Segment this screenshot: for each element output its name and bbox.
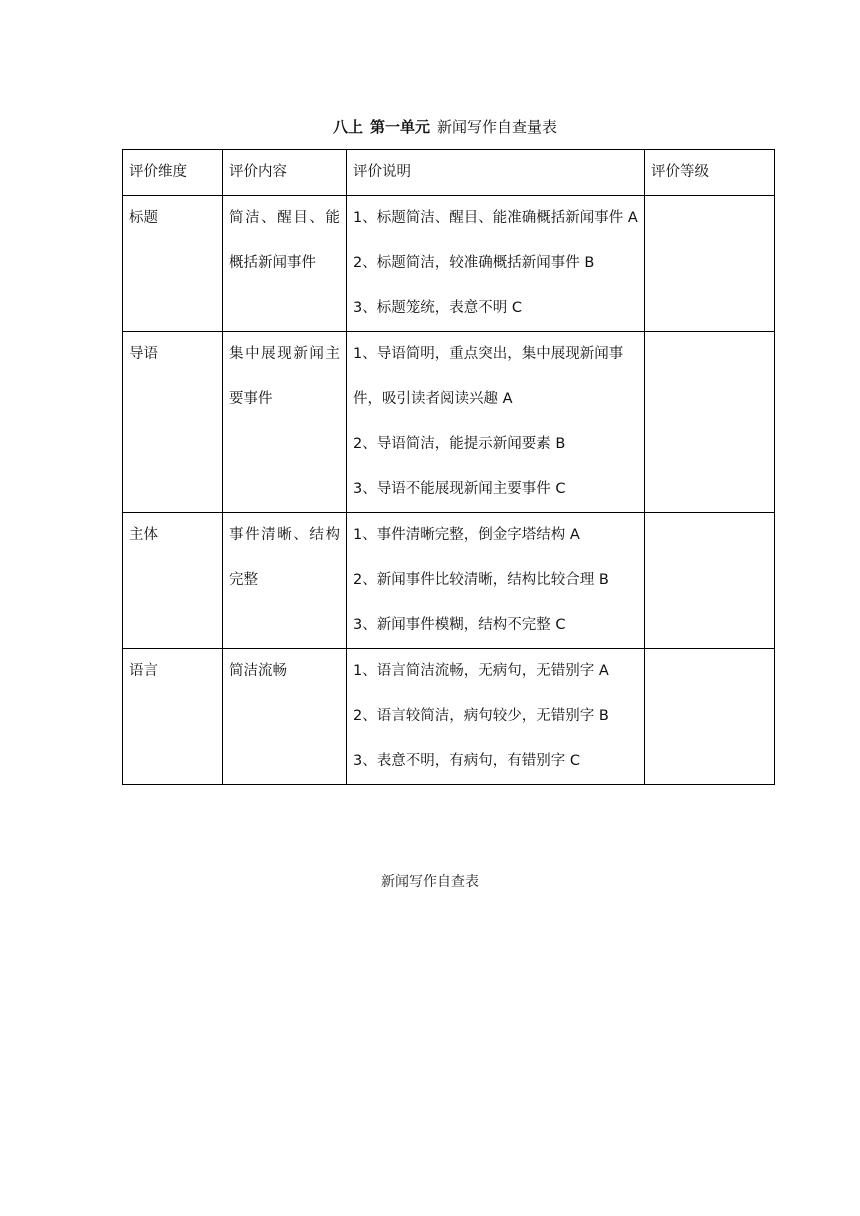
description-line: 3、新闻事件模糊，结构不完整 C bbox=[353, 617, 566, 633]
dimension-cell: 标题 bbox=[123, 196, 223, 332]
content-cell: 简洁、醒目、能概括新闻事件 bbox=[223, 196, 347, 332]
title-unit: 第一单元 bbox=[369, 118, 430, 136]
description-cell bbox=[347, 513, 645, 649]
grade-cell bbox=[645, 196, 775, 332]
header-description: 评价说明 bbox=[347, 150, 645, 196]
description-line: 2、语言较简洁，病句较少，无错别字 B bbox=[353, 708, 609, 724]
content-cell: 事件清晰、结构完整 bbox=[223, 513, 347, 649]
description-line: 1、标题简洁、醒目、能准确概括新闻事件 A bbox=[353, 210, 638, 226]
description-line: 2、导语简洁，能提示新闻要素 B bbox=[353, 436, 566, 452]
header-grade: 评价等级 bbox=[645, 150, 775, 196]
description-line: 2、标题简洁，较准确概括新闻事件 B bbox=[353, 255, 595, 271]
caption: 新闻写作自查表 bbox=[381, 874, 479, 890]
content-cell: 简洁流畅 bbox=[223, 649, 347, 785]
grade-cell bbox=[645, 513, 775, 649]
dimension-cell: 主体 bbox=[123, 513, 223, 649]
table-row bbox=[123, 332, 775, 513]
dimension-cell: 导语 bbox=[123, 332, 223, 513]
description-line: 3、表意不明，有病句，有错别字 C bbox=[353, 753, 580, 769]
dimension-cell: 语言 bbox=[123, 649, 223, 785]
title-grade: 八上 bbox=[332, 118, 363, 136]
description-cell bbox=[347, 332, 645, 513]
description-line: 1、事件清晰完整，倒金字塔结构 A bbox=[353, 527, 580, 543]
description-line: 3、导语不能展现新闻主要事件 C bbox=[353, 481, 566, 497]
description-line: 1、语言简洁流畅，无病句，无错别字 A bbox=[353, 663, 609, 679]
table-row bbox=[123, 513, 775, 649]
description-line: 3、标题笼统，表意不明 C bbox=[353, 300, 522, 316]
content-cell: 集中展现新闻主要事件 bbox=[223, 332, 347, 513]
description-line: 2、新闻事件比较清晰，结构比较合理 B bbox=[353, 572, 609, 588]
header-content: 评价内容 bbox=[223, 150, 347, 196]
self-check-table bbox=[122, 149, 775, 785]
header-dimension: 评价维度 bbox=[123, 150, 223, 196]
page-title bbox=[0, 116, 860, 138]
grade-cell bbox=[645, 649, 775, 785]
description-cell bbox=[347, 649, 645, 785]
description-line: 1、导语简明，重点突出，集中展现新闻事件，吸引读者阅读兴趣 A bbox=[353, 346, 624, 407]
table-header-row bbox=[123, 150, 775, 196]
description-cell bbox=[347, 196, 645, 332]
table-row bbox=[123, 649, 775, 785]
table-row bbox=[123, 196, 775, 332]
grade-cell bbox=[645, 332, 775, 513]
title-name: 新闻写作自查量表 bbox=[437, 118, 558, 136]
